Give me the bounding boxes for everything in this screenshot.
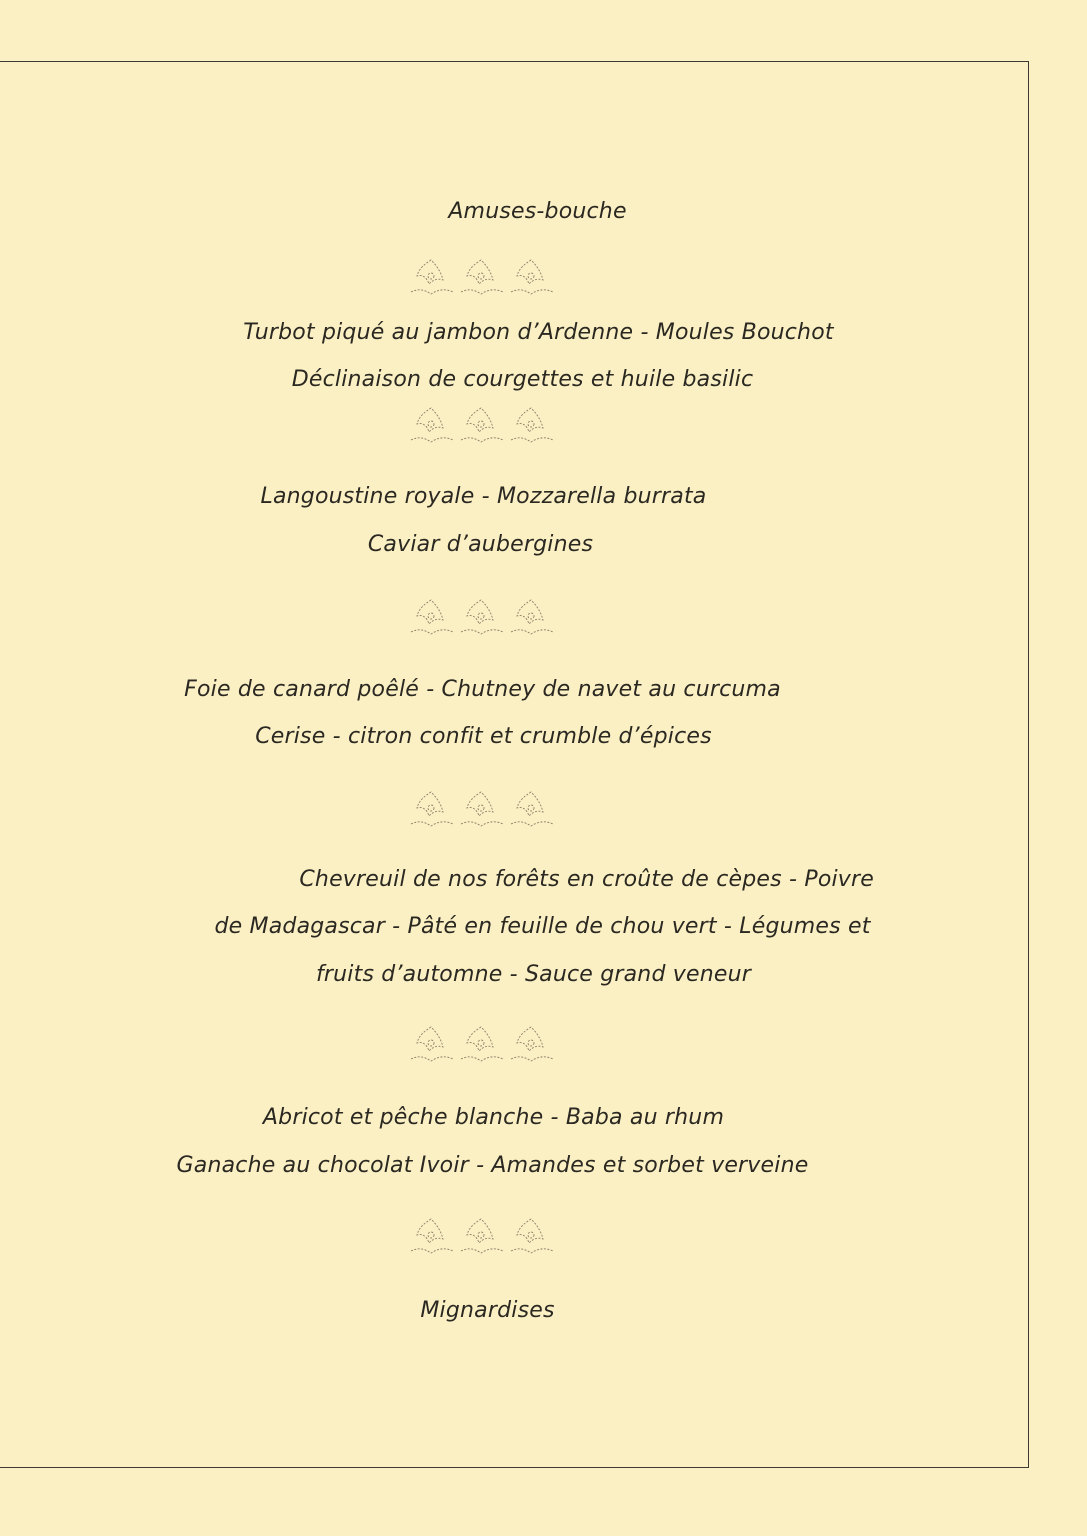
divider-ornament-icon — [405, 1213, 555, 1257]
divider-ornament-icon — [405, 402, 555, 446]
mignardises-title: Mignardises — [420, 1298, 555, 1323]
course-5-line-1: Abricot et pêche blanche - Baba au rhum — [262, 1105, 725, 1130]
course-3-line-2: Cerise - citron confit et crumble d’épices — [255, 724, 712, 749]
divider-ornament-icon — [405, 594, 555, 638]
divider-ornament-icon — [405, 254, 555, 298]
course-1-line-2: Déclinaison de courgettes et huile basilic — [291, 367, 754, 392]
amuse-bouche-title: Amuses-bouche — [448, 199, 627, 224]
course-2-line-1: Langoustine royale - Mozzarella burrata — [260, 484, 707, 509]
course-2-line-2: Caviar d’aubergines — [367, 532, 594, 557]
course-5-line-2: Ganache au chocolat Ivoir - Amandes et sorbet verveine — [176, 1153, 809, 1178]
course-4-line-2: de Madagascar - Pâté en feuille de chou vert - Légumes et — [214, 914, 871, 939]
divider-ornament-icon — [405, 786, 555, 830]
course-3-line-1: Foie de canard poêlé - Chutney de navet au curcuma — [184, 677, 781, 702]
divider-ornament-icon — [405, 1021, 555, 1065]
course-1-line-1: Turbot piqué au jambon d’Ardenne - Moules Bouchot — [243, 320, 834, 345]
course-4-line-1: Chevreuil de nos forêts en croûte de cèpes - Poivre — [299, 867, 874, 892]
course-4-line-3: fruits d’automne - Sauce grand veneur — [315, 962, 752, 987]
